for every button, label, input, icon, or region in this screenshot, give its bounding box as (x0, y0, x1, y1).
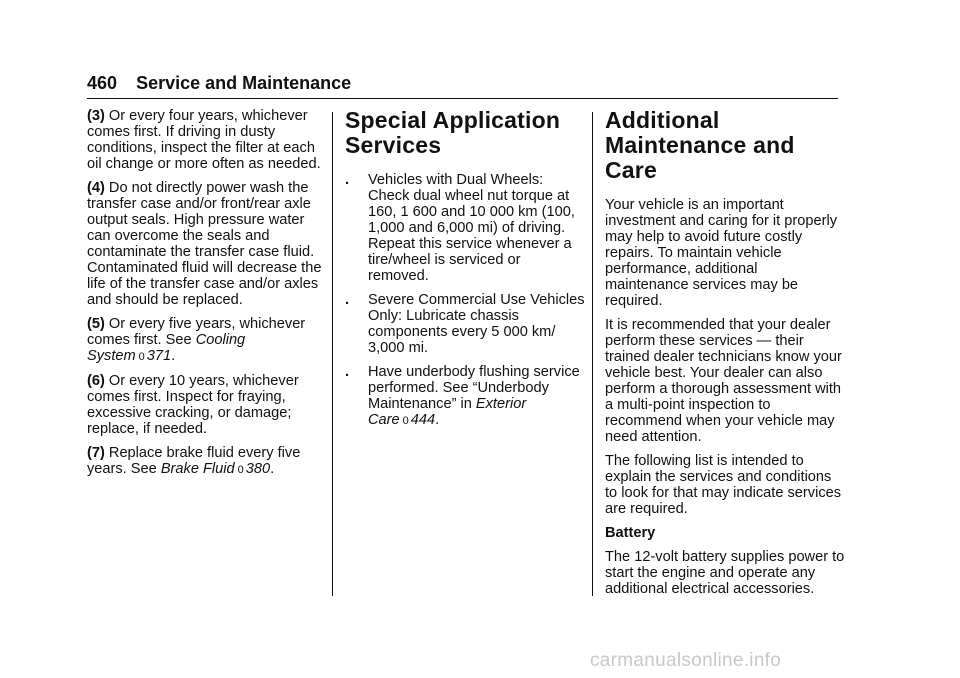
special-application-heading: Special Application Services (345, 107, 561, 158)
page-number: 460 (87, 73, 118, 93)
page-ref-arrow-icon: 0 (138, 351, 145, 363)
body-paragraph: Your vehicle is an important investment and caring for it properly may help to avoid future costly repairs. To maintain vehicle performance, additional maintenance services may be required. (605, 197, 837, 309)
bullet-item (345, 292, 585, 356)
page-ref-number[interactable]: 371 (146, 348, 172, 364)
column-additional-care (605, 108, 845, 605)
footnote-label: (7) (87, 445, 105, 461)
body-paragraph: The following list is intended to explain the services and conditions to look for that may indicate services are required. (605, 453, 842, 517)
additional-maintenance-heading: Additional Maintenance and Care (605, 107, 795, 183)
exterior-care-link[interactable]: Exterior Care (368, 396, 527, 428)
page-header (87, 72, 351, 94)
column-footnotes (87, 108, 327, 486)
body-paragraph: It is recommended that your dealer perform these services — their trained dealer technicians know your vehicle best. Your dealer can also perform a thorough assessment with a multi-point inspection to recommend when your vehicle may need attention. (605, 317, 842, 445)
footnote-text: Or every 10 years, whichever comes first. Inspect for fraying, excessive cracking, or damage; replace, if needed. (87, 373, 299, 437)
page-ref-arrow-icon: 0 (402, 415, 409, 427)
section-title: Service and Maintenance (136, 73, 352, 93)
column-divider-2 (592, 112, 593, 596)
bullet-text: Severe Commercial Use Vehicles Only: Lubricate chassis components every 5 000 km/ 3,000 mi. (368, 292, 585, 356)
watermark: carmanualsonline.info (590, 650, 782, 671)
footnote-5 (87, 316, 327, 365)
column-divider-1 (332, 112, 333, 596)
footnote-7 (87, 445, 327, 478)
sentence-end: . (435, 412, 440, 428)
footnote-text: Or every four years, whichever comes first. If driving in dusty conditions, inspect the filter at each oil change or more often as needed. (87, 108, 321, 172)
footnote-label: (5) (87, 316, 105, 332)
page-ref-number[interactable]: 444 (410, 412, 436, 428)
footnote-label: (3) (87, 108, 105, 124)
bullet-item (345, 364, 585, 429)
cooling-system-link[interactable]: Cooling System (87, 332, 246, 364)
header-rule (87, 98, 838, 99)
footnote-text: Replace brake fluid every five years. See (87, 445, 301, 477)
brake-fluid-link[interactable]: Brake Fluid (160, 461, 235, 477)
page-ref-number[interactable]: 380 (245, 461, 271, 477)
footnote-text: Or every five years, whichever comes first. See (87, 316, 306, 348)
bullet-text: Have underbody flushing service performed. See “Underbody Maintenance” in (368, 364, 580, 412)
bullet-mark: . (345, 292, 350, 308)
bullet-text: Vehicles with Dual Wheels: Check dual wheel nut torque at 160, 1 600 and 10 000 km (100, 1,000 and 6,000 mi) of driving. Repeat this service whenever a tire/wheel is serviced or removed. (368, 172, 575, 284)
bullet-item (345, 172, 585, 284)
footnote-4 (87, 180, 327, 308)
column-special-services (345, 108, 585, 437)
footnote-3 (87, 108, 327, 172)
footnote-label: (4) (87, 180, 105, 196)
battery-subheading: Battery (605, 525, 656, 541)
footnote-6 (87, 373, 327, 437)
bullet-mark: . (345, 364, 350, 380)
footnote-label: (6) (87, 373, 105, 389)
body-paragraph: The 12-volt battery supplies power to start the engine and operate any additional electrical accessories. (605, 549, 845, 597)
footnote-text: Do not directly power wash the transfer case and/or front/rear axle output seals. High pressure water can overcome the seals and contaminate the transfer case fluid. Contaminated fluid will decrease the life of the transfer case and/or axles and should be replaced. (87, 180, 322, 308)
sentence-end: . (171, 348, 176, 364)
bullet-mark: . (345, 172, 350, 188)
sentence-end: . (270, 461, 275, 477)
page-ref-arrow-icon: 0 (237, 464, 244, 476)
